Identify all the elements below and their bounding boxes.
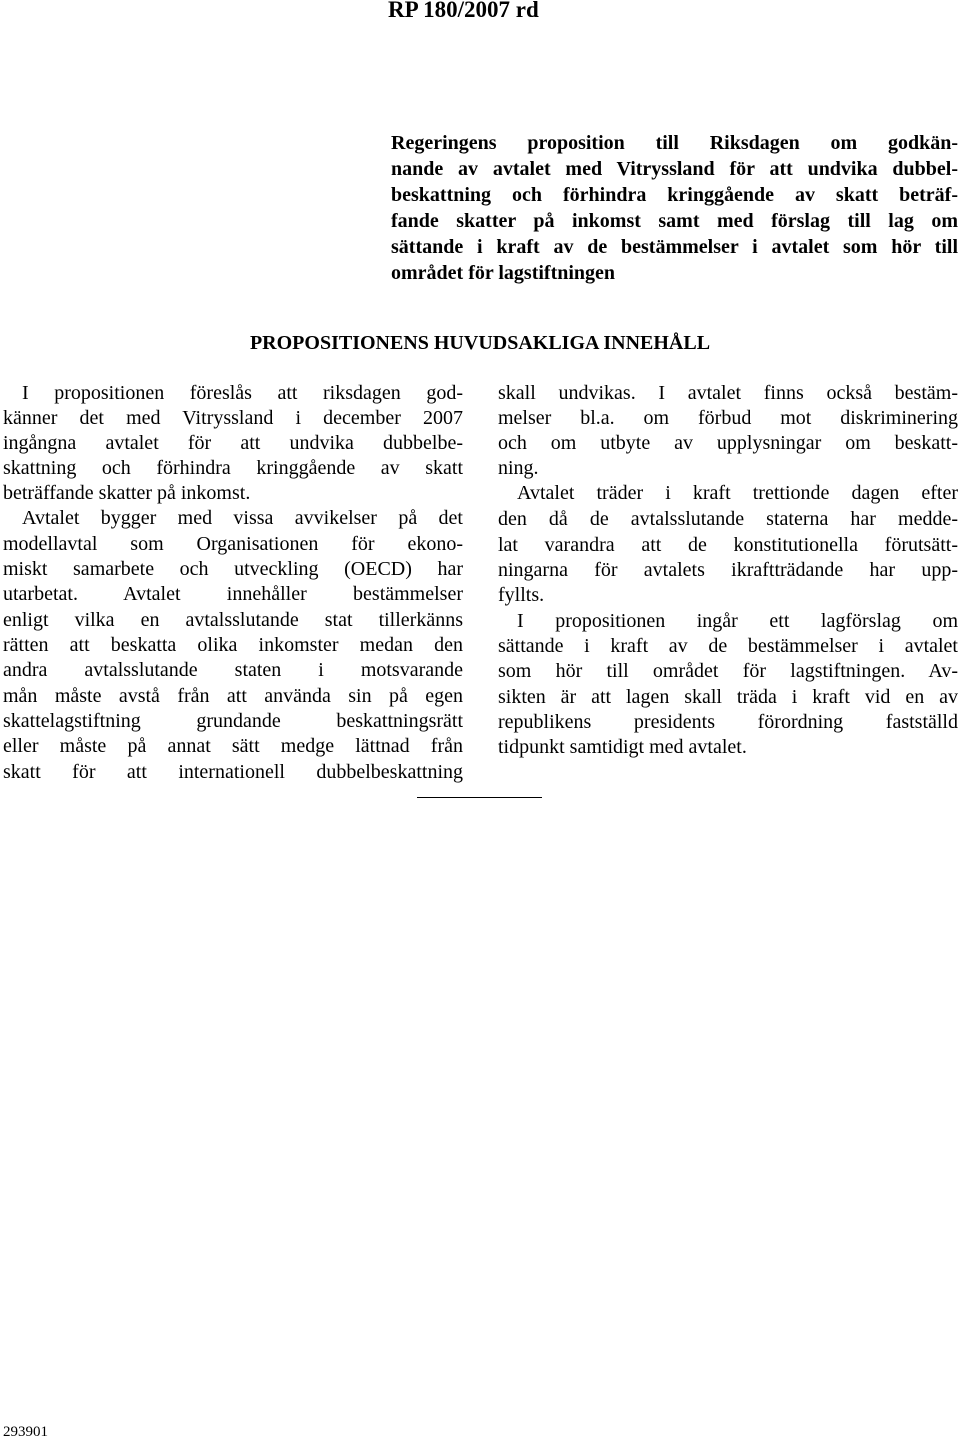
text-line: ning.: [498, 457, 539, 479]
text-line: eller måste på annat sätt medge lättnad från: [3, 735, 463, 757]
text-line: sättande i kraft av de bestämmelser i avtalet: [498, 635, 958, 657]
text-line: modellavtal som Organisationen för ekono-: [3, 533, 463, 555]
text-line: skattelagstiftning grundande beskattningsrätt: [3, 710, 463, 732]
text-line: och om utbyte av upplysningar om beskatt-: [498, 432, 958, 454]
text-line: miskt samarbete och utveckling (OECD) har: [3, 558, 463, 580]
title-line: nande av avtalet med Vitryssland för att undvika dubbel-: [391, 158, 958, 180]
document-id: RP 180/2007 rd: [388, 0, 539, 22]
text-line: mån måste avstå från att använda sin på egen: [3, 685, 463, 707]
text-line: beträffande skatter på inkomst.: [3, 482, 251, 504]
text-line: enligt vilka en avtalsslutande stat tillerkänns: [3, 609, 463, 631]
end-rule: [417, 797, 542, 798]
title-line: fande skatter på inkomst samt med förslag till lag om: [391, 210, 958, 232]
text-line: sikten är att lagen skall träda i kraft vid en av: [498, 686, 958, 708]
text-line: som hör till området för lagstiftningen. Av-: [498, 660, 958, 682]
text-line: melser bl.a. om förbud mot diskriminering: [498, 407, 958, 429]
text-line: tidpunkt samtidigt med avtalet.: [498, 736, 747, 758]
section-heading: PROPOSITIONENS HUVUDSAKLIGA INNEHÅLL: [249, 332, 711, 354]
text-line: andra avtalsslutande staten i motsvarande: [3, 659, 463, 681]
title-line: beskattning och förhindra kringgående av skatt beträf-: [391, 184, 958, 206]
text-line: skattning och förhindra kringgående av skatt: [3, 457, 463, 479]
text-line: I propositionen föreslås att riksdagen god-: [22, 382, 463, 404]
text-line: skall undvikas. I avtalet finns också bestäm-: [498, 382, 958, 404]
text-line: skatt för att internationell dubbelbeskattning: [3, 761, 463, 783]
text-line: fyllts.: [498, 584, 545, 606]
text-line: republikens presidents förordning fastställd: [498, 711, 958, 733]
title-line: området för lagstiftningen: [391, 262, 616, 284]
text-line: ningarna för avtalets ikraftträdande har upp-: [498, 559, 958, 581]
text-line: utarbetat. Avtalet innehåller bestämmelser: [3, 583, 463, 605]
text-line: rätten att beskatta olika inkomster medan den: [3, 634, 463, 656]
title-line: Regeringens proposition till Riksdagen om godkän-: [391, 132, 958, 154]
text-line: den då de avtalsslutande staterna har medde-: [498, 508, 958, 530]
text-line: Avtalet träder i kraft trettionde dagen efter: [517, 482, 958, 504]
text-line: ingångna avtalet för att undvika dubbelbe-: [3, 432, 463, 454]
text-line: lat varandra att de konstitutionella förutsätt-: [498, 534, 958, 556]
text-line: känner det med Vitryssland i december 2007: [3, 407, 463, 429]
text-line: Avtalet bygger med vissa avvikelser på det: [22, 507, 463, 529]
title-line: sättande i kraft av de bestämmelser i avtalet som hör till: [391, 236, 958, 258]
footer-code: 293901: [3, 1424, 48, 1440]
text-line: I propositionen ingår ett lagförslag om: [517, 610, 958, 632]
